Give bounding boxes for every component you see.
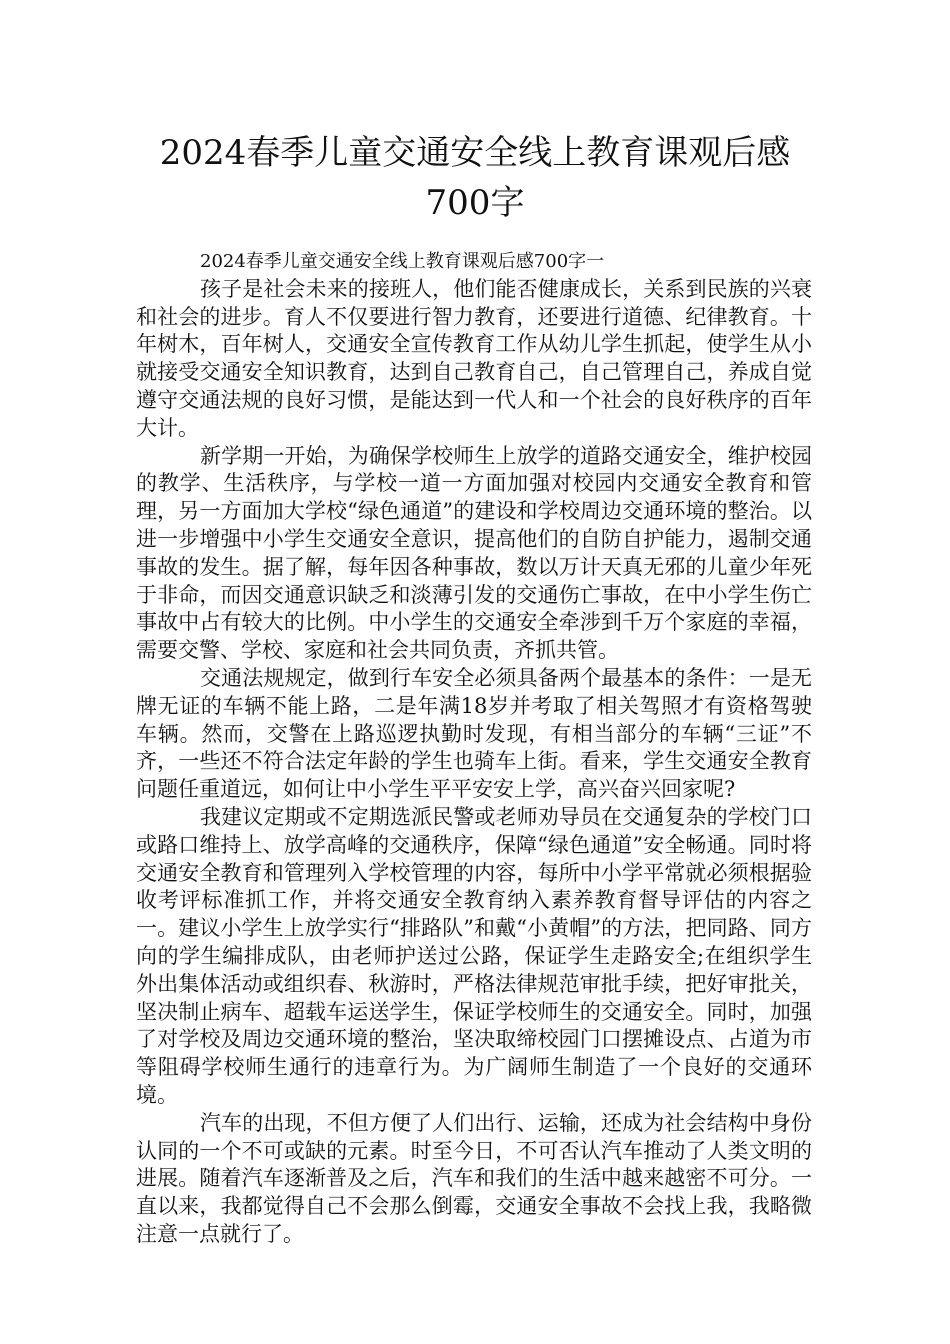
paragraph-3: 交通法规规定，做到行车安全必须具备两个最基本的条件：一是无牌无证的车辆不能上路，二是年满18岁并考取了相关驾照才有资格驾驶车辆。然而，交警在上路巡逻执勤时发现，有相当部分的车辆“三证”不齐，一些还不符合法定年龄的学生也骑车上街。看来，学生交通安全教育问题任重道远，如何让中小学生平平安安上学，高兴奋兴回家呢? [136, 665, 812, 802]
paragraph-5: 汽车的出现，不但方便了人们出行、运输，还成为社会结构中身份认同的一个不可或缺的元素。时至今日，不可否认汽车推动了人类文明的进展。随着汽车逐渐普及之后，汽车和我们的生活中越来越密不可分。一直以来，我都觉得自己不会那么倒霉，交通安全事故不会找上我，我略微注意一点就行了。 [136, 1110, 812, 1246]
section-heading: 2024春季儿童交通安全线上教育课观后感700字一 [200, 251, 605, 272]
paragraph-2: 新学期一开始，为确保学校师生上放学的道路交通安全，维护校园的教学、生活秩序，与学校一道一方面加强对校园内交通安全教育和管理，另一方面加大学校“绿色通道”的建设和学校周边交通环境的整治。以进一步增强中小学生交通安全意识，提高他们的自防自护能力，遏制交通事故的发生。据了解，每年因各种事故，数以万计天真无邪的儿童少年死于非命，而因交通意识缺乏和淡薄引发的交通伤亡事故，在中小学生伤亡事故中占有较大的比例。中小学生的交通安全牵涉到千万个家庭的幸福，需要交警、学校、家庭和社会共同负责，齐抓共管。 [136, 443, 812, 663]
paragraph-4: 我建议定期或不定期选派民警或老师劝导员在交通复杂的学校门口或路口维持上、放学高峰的交通秩序，保障“绿色通道”安全畅通。同时将交通安全教育和管理列入学校管理的内容，每所中小学平常就必须根据验收考评标准抓工作，并将交通安全教育纳入素养教育督导评估的内容之一。建议小学生上放学实行“排路队”和戴“小黄帽”的方法，把同路、同方向的学生编排成队，由老师护送过公路，保证学生走路安全;在组织学生外出集体活动或组织春、秋游时，严格法律规范审批手续，把好审批关，坚决制止病车、超载车运送学生，保证学校师生的交通安全。同时，加强了对学校及周边交通环境的整治，坚决取缔校园门口摆摊设点、占道为市等阻碍学校师生通行的违章行为。为广阔师生制造了一个良好的交通环境。 [136, 804, 812, 1107]
document-body [136, 248, 812, 1249]
document-title: 2024春季儿童交通安全线上教育课观后感700字 [159, 133, 791, 223]
paragraph-1: 孩子是社会未来的接班人，他们能否健康成长，关系到民族的兴衰和社会的进步。育人不仅要进行智力教育，还要进行道德、纪律教育。十年树木，百年树人，交通安全宣传教育工作从幼儿学生抓起，使学生从小就接受交通安全知识教育，达到自己教育自己，自己管理自己，养成自觉遵守交通法规的良好习惯，是能达到一代人和一个社会的良好秩序的百年大计。 [136, 276, 812, 440]
